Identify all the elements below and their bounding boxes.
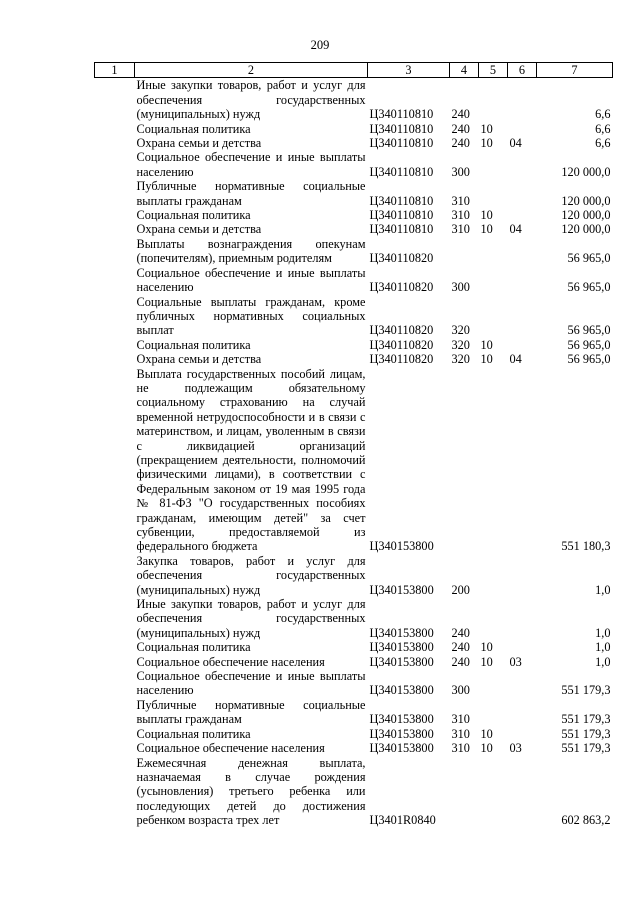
row-name: Иные закупки товаров, работ и услуг для обеспечения государственных (муниципальных) нужд <box>136 78 366 122</box>
amount: 56 965,0 <box>567 280 611 295</box>
section-code <box>479 179 508 208</box>
target-article-code: Ц340110810 <box>369 121 434 136</box>
amount: 1,0 <box>595 640 611 655</box>
subsection-code <box>508 78 537 122</box>
row-name: Публичные нормативные социальные выплаты гражданам <box>136 697 366 727</box>
table-row <box>95 136 613 150</box>
expense-type-code: 240 <box>451 625 470 640</box>
expense-type-code: 300 <box>451 280 470 295</box>
table-row <box>95 237 613 266</box>
row-name: Социальное обеспечение населения <box>136 654 325 669</box>
table-row <box>95 756 613 828</box>
subsection-code: 03 <box>509 654 522 669</box>
row-number-cell <box>95 237 135 266</box>
section-code: 10 <box>480 222 493 237</box>
row-name: Социальная политика <box>136 121 251 136</box>
section-code <box>479 554 508 597</box>
row-number-cell <box>95 150 135 179</box>
section-code <box>479 150 508 179</box>
expense-type-code: 200 <box>451 582 470 597</box>
row-number-cell <box>95 222 135 236</box>
table-row <box>95 266 613 295</box>
expense-type-code: 310 <box>451 208 470 223</box>
target-article-code: Ц340110810 <box>369 222 434 237</box>
expense-type-code: 240 <box>451 121 470 136</box>
subsection-code <box>508 237 537 266</box>
amount: 1,0 <box>595 582 611 597</box>
expense-type-code: 240 <box>451 640 470 655</box>
subsection-code: 04 <box>509 136 522 151</box>
subsection-code <box>508 338 537 352</box>
expense-type-code: 310 <box>451 193 470 208</box>
target-article-code: Ц340110810 <box>369 208 434 223</box>
column-number-7: 7 <box>537 63 613 78</box>
column-numbers-row <box>95 63 613 78</box>
row-number-cell <box>95 640 135 654</box>
section-code: 10 <box>480 352 493 367</box>
amount: 6,6 <box>595 136 611 151</box>
section-code <box>479 698 508 727</box>
column-number-2: 2 <box>135 63 368 78</box>
amount: 56 965,0 <box>567 352 611 367</box>
table-row <box>95 655 613 669</box>
expense-type-code: 310 <box>451 741 470 756</box>
subsection-code <box>508 367 537 554</box>
table-row <box>95 669 613 698</box>
target-article-code: Ц340153800 <box>369 741 434 756</box>
target-article-code: Ц340153800 <box>369 582 434 597</box>
row-name: Социальная политика <box>136 208 251 223</box>
row-name: Социальное обеспечение населения <box>136 741 325 756</box>
row-number-cell <box>95 727 135 741</box>
row-name: Охрана семьи и детства <box>136 136 262 151</box>
table-row <box>95 295 613 338</box>
column-number-1: 1 <box>95 63 135 78</box>
amount: 1,0 <box>595 625 611 640</box>
section-code <box>479 295 508 338</box>
amount: 551 179,3 <box>561 712 611 727</box>
target-article-code: Ц340110810 <box>369 136 434 151</box>
amount: 602 863,2 <box>561 813 611 828</box>
expense-type-code: 240 <box>451 136 470 151</box>
table-row <box>95 367 613 554</box>
row-name: Охрана семьи и детства <box>136 222 262 237</box>
row-number-cell <box>95 338 135 352</box>
amount: 120 000,0 <box>561 222 611 237</box>
amount: 56 965,0 <box>567 337 611 352</box>
row-name: Социальное обеспечение и иные выплаты населению <box>136 150 366 179</box>
table-row <box>95 741 613 755</box>
row-name: Ежемесячная денежная выплата, назначаемая в случае рождения (усыновления) третьего ребенка или последующих детей до достижения ребенком возраста трех лет <box>136 755 366 828</box>
section-code <box>479 237 508 266</box>
table-row <box>95 122 613 136</box>
section-code <box>479 597 508 640</box>
subsection-code <box>508 597 537 640</box>
target-article-code: Ц340110820 <box>369 251 434 266</box>
subsection-code <box>508 179 537 208</box>
table-row <box>95 698 613 727</box>
row-name: Выплаты вознаграждения опекунам (попечителям), приемным родителям <box>136 236 366 266</box>
section-code <box>479 78 508 122</box>
amount: 551 179,3 <box>561 683 611 698</box>
row-number-cell <box>95 266 135 295</box>
subsection-code <box>508 150 537 179</box>
row-name: Охрана семьи и детства <box>136 352 262 367</box>
subsection-code <box>508 554 537 597</box>
row-number-cell <box>95 669 135 698</box>
amount: 120 000,0 <box>561 208 611 223</box>
table-row <box>95 640 613 654</box>
section-code: 10 <box>480 654 493 669</box>
amount: 120 000,0 <box>561 193 611 208</box>
table-row <box>95 352 613 366</box>
amount: 6,6 <box>595 107 611 122</box>
subsection-code <box>508 698 537 727</box>
subsection-code <box>508 669 537 698</box>
table-row <box>95 338 613 352</box>
row-number-cell <box>95 741 135 755</box>
column-number-5: 5 <box>479 63 508 78</box>
subsection-code: 04 <box>509 222 522 237</box>
expense-type-code: 310 <box>451 712 470 727</box>
table-row <box>95 222 613 236</box>
section-code: 10 <box>480 640 493 655</box>
target-article-code: Ц340153800 <box>369 683 434 698</box>
table-row <box>95 208 613 222</box>
target-article-code: Ц340153800 <box>369 625 434 640</box>
expense-type-code: 300 <box>451 164 470 179</box>
subsection-code <box>508 208 537 222</box>
expense-type-code: 320 <box>451 352 470 367</box>
target-article-code: Ц340110810 <box>369 164 434 179</box>
row-name: Закупка товаров, работ и услуг для обеспечения государственных (муниципальных) нужд <box>136 553 366 597</box>
expense-type-code <box>450 367 479 554</box>
table-row <box>95 597 613 640</box>
section-code <box>479 367 508 554</box>
row-name: Социальное обеспечение и иные выплаты населению <box>136 669 366 698</box>
section-code <box>479 669 508 698</box>
row-number-cell <box>95 208 135 222</box>
table-row <box>95 150 613 179</box>
expense-type-code: 320 <box>451 337 470 352</box>
subsection-code <box>508 122 537 136</box>
amount: 1,0 <box>595 654 611 669</box>
amount: 56 965,0 <box>567 323 611 338</box>
target-article-code: Ц340153800 <box>369 654 434 669</box>
row-number-cell <box>95 122 135 136</box>
target-article-code: Ц340153800 <box>369 726 434 741</box>
section-code: 10 <box>480 337 493 352</box>
target-article-code: Ц340110820 <box>369 280 434 295</box>
row-number-cell <box>95 655 135 669</box>
table-row <box>95 78 613 122</box>
budget-table <box>94 62 613 828</box>
expense-type-code: 320 <box>451 323 470 338</box>
row-name: Социальное обеспечение и иные выплаты населению <box>136 265 366 295</box>
row-number-cell <box>95 352 135 366</box>
page-number: 209 <box>310 38 330 52</box>
target-article-code: Ц340110820 <box>369 337 434 352</box>
target-article-code: Ц340110820 <box>369 352 434 367</box>
row-number-cell <box>95 78 135 122</box>
table-row <box>95 554 613 597</box>
section-code <box>479 266 508 295</box>
expense-type-code <box>450 756 479 828</box>
expense-type-code <box>450 237 479 266</box>
subsection-code <box>508 727 537 741</box>
amount: 551 179,3 <box>561 741 611 756</box>
section-code: 10 <box>480 208 493 223</box>
row-number-cell <box>95 597 135 640</box>
subsection-code <box>508 640 537 654</box>
row-name: Выплата государственных пособий лицам, не подлежащим обязательному социальному страхованию на случай временной нетрудоспособности и в связи с материнством, и лицам, уволенным в связи с ликвидацией организаций (прекращением деятельности, полномочий физическими лицами), в соответствии с Федеральным законом от 19 мая 1995 года № 81-ФЗ "О государственных пособиях гражданам, имеющим детей" за счет субвенции, предоставляемой из федерального бюджета <box>136 366 366 554</box>
row-number-cell <box>95 554 135 597</box>
table-body <box>95 78 613 828</box>
amount: 120 000,0 <box>561 164 611 179</box>
row-number-cell <box>95 367 135 554</box>
amount: 6,6 <box>595 121 611 136</box>
subsection-code <box>508 266 537 295</box>
row-name: Социальные выплаты гражданам, кроме публичных нормативных социальных выплат <box>136 294 366 338</box>
expense-type-code: 310 <box>451 222 470 237</box>
column-number-3: 3 <box>368 63 450 78</box>
amount: 551 179,3 <box>561 726 611 741</box>
row-number-cell <box>95 698 135 727</box>
section-code <box>479 756 508 828</box>
target-article-code: Ц340110820 <box>369 323 434 338</box>
row-name: Социальная политика <box>136 726 251 741</box>
expense-type-code: 240 <box>451 107 470 122</box>
target-article-code: Ц340153800 <box>369 539 434 554</box>
target-article-code: Ц3401R0840 <box>369 813 436 828</box>
table-row <box>95 727 613 741</box>
target-article-code: Ц340153800 <box>369 712 434 727</box>
row-number-cell <box>95 295 135 338</box>
target-article-code: Ц340153800 <box>369 640 434 655</box>
row-number-cell <box>95 136 135 150</box>
row-name: Публичные нормативные социальные выплаты гражданам <box>136 179 366 208</box>
subsection-code <box>508 295 537 338</box>
row-number-cell <box>95 179 135 208</box>
section-code: 10 <box>480 121 493 136</box>
subsection-code: 04 <box>509 352 522 367</box>
row-name: Социальная политика <box>136 640 251 655</box>
table-row <box>95 179 613 208</box>
column-number-4: 4 <box>450 63 479 78</box>
subsection-code <box>508 756 537 828</box>
section-code: 10 <box>480 741 493 756</box>
subsection-code: 03 <box>509 741 522 756</box>
amount: 551 180,3 <box>561 539 611 554</box>
expense-type-code: 240 <box>451 654 470 669</box>
column-number-6: 6 <box>508 63 537 78</box>
expense-type-code: 300 <box>451 683 470 698</box>
section-code: 10 <box>480 726 493 741</box>
target-article-code: Ц340110810 <box>369 193 434 208</box>
row-name: Социальная политика <box>136 337 251 352</box>
target-article-code: Ц340110810 <box>369 107 434 122</box>
row-number-cell <box>95 756 135 828</box>
section-code: 10 <box>480 136 493 151</box>
expense-type-code: 310 <box>451 726 470 741</box>
row-name: Иные закупки товаров, работ и услуг для обеспечения государственных (муниципальных) нужд <box>136 597 366 640</box>
amount: 56 965,0 <box>567 251 611 266</box>
